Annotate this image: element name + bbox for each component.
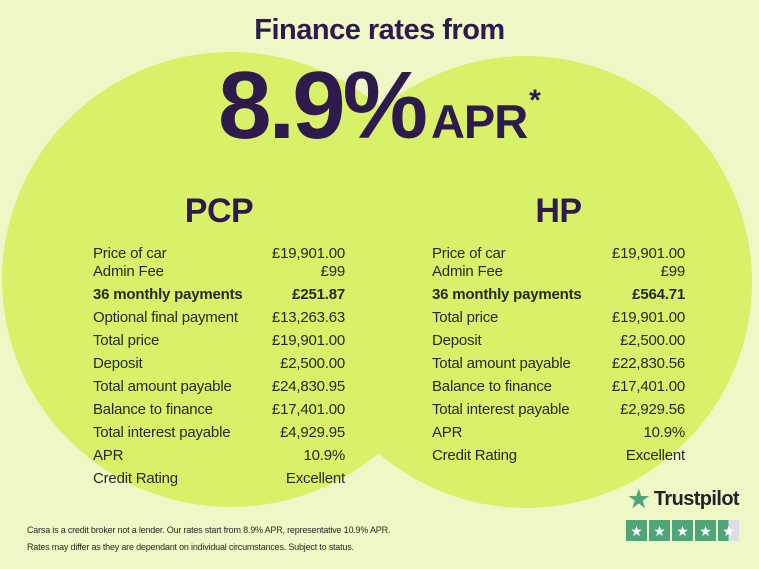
apr-label: APR: [430, 95, 528, 148]
finance-row: [93, 309, 345, 327]
rate-value: 8.9%: [218, 52, 425, 159]
finance-row: [432, 378, 685, 396]
row-label: Credit Rating: [93, 470, 178, 487]
row-value: £13,263.63: [271, 309, 345, 326]
row-label: Deposit: [432, 332, 482, 349]
trustpilot-rating-stars: [626, 520, 739, 541]
row-value: £251.87: [292, 286, 345, 303]
finance-row: [93, 470, 345, 488]
finance-row: [432, 447, 685, 465]
finance-row: [432, 355, 685, 373]
row-value: £2,929.56: [620, 401, 685, 418]
row-label: Admin Fee: [432, 263, 503, 280]
trustpilot-badge: [626, 486, 739, 541]
row-value: £19,901.00: [271, 245, 345, 262]
row-label: Admin Fee: [93, 263, 164, 280]
row-value: £564.71: [632, 286, 685, 303]
row-value: 10.9%: [643, 424, 685, 441]
row-value: £17,401.00: [611, 378, 685, 395]
finance-row: [432, 309, 685, 327]
banner-title: Finance rates from: [254, 14, 505, 46]
finance-row: [93, 245, 345, 263]
disclaimer-line-2: Rates may differ as they are dependant on individual circumstances. Subject to status.: [27, 542, 354, 552]
finance-row: [93, 332, 345, 350]
headline-rate: [0, 52, 759, 159]
finance-row: [93, 424, 345, 442]
row-label: Total amount payable: [432, 355, 571, 372]
row-label: 36 monthly payments: [432, 286, 582, 303]
finance-row: [432, 332, 685, 350]
trustpilot-wordmark: Trustpilot: [653, 488, 739, 510]
row-label: Optional final payment: [93, 309, 238, 326]
pcp-column: [93, 192, 345, 488]
hp-column: [432, 192, 685, 465]
row-label: Credit Rating: [432, 447, 517, 464]
row-label: APR: [93, 447, 124, 464]
row-label: Price of car: [432, 245, 506, 262]
finance-row: [93, 447, 345, 465]
row-value: 10.9%: [303, 447, 345, 464]
row-value: Excellent: [285, 470, 345, 487]
trustpilot-star-box-3: [672, 520, 693, 541]
star-glyph: ★: [653, 522, 666, 539]
star-glyph: ★: [676, 522, 689, 539]
row-label: Total interest payable: [93, 424, 231, 441]
star-glyph: ★: [722, 522, 735, 539]
finance-row: [432, 286, 685, 304]
row-value: £19,901.00: [611, 309, 685, 326]
row-value: £99: [660, 263, 685, 280]
row-label: Total price: [432, 309, 499, 326]
row-value: £22,830.56: [611, 355, 685, 372]
star-glyph: ★: [699, 522, 712, 539]
row-label: Total interest payable: [432, 401, 570, 418]
row-label: Total amount payable: [93, 378, 232, 395]
row-value: Excellent: [625, 447, 685, 464]
trustpilot-star-box-1: [626, 520, 647, 541]
row-label: Balance to finance: [432, 378, 552, 395]
row-label: Balance to finance: [93, 401, 213, 418]
row-label: Total price: [93, 332, 160, 349]
trustpilot-logo: [627, 486, 739, 513]
disclaimer-text: [27, 522, 390, 556]
row-label: Deposit: [93, 355, 143, 372]
finance-row: [432, 263, 685, 281]
finance-row: [432, 245, 685, 263]
row-value: £17,401.00: [271, 401, 345, 418]
disclaimer-line-1: Carsa is a credit broker not a lender. Our rates start from 8.9% APR, representative 10.9% APR.: [27, 525, 391, 535]
finance-row: [93, 355, 345, 373]
finance-row: [93, 401, 345, 419]
row-value: £19,901.00: [611, 245, 685, 262]
row-value: £2,500.00: [620, 332, 685, 349]
row-label: APR: [432, 424, 463, 441]
finance-row: [93, 378, 345, 396]
row-value: £4,929.95: [280, 424, 345, 441]
row-label: 36 monthly payments: [93, 286, 243, 303]
hp-table: [432, 245, 685, 465]
pcp-heading: PCP: [184, 192, 254, 230]
star-glyph: ★: [630, 522, 643, 539]
row-value: £24,830.95: [271, 378, 345, 395]
finance-row: [432, 424, 685, 442]
trustpilot-star-box-5: [718, 520, 739, 541]
trustpilot-star-box-4: [695, 520, 716, 541]
trustpilot-star-box-2: [649, 520, 670, 541]
pcp-table: [93, 245, 345, 488]
finance-row: [432, 401, 685, 419]
finance-row: [93, 286, 345, 304]
row-value: £19,901.00: [271, 332, 345, 349]
row-value: £2,500.00: [280, 355, 345, 372]
trustpilot-star-icon: ★: [626, 484, 651, 514]
row-label: Price of car: [93, 245, 167, 262]
hp-heading: HP: [535, 192, 582, 230]
footnote-asterisk: *: [529, 84, 541, 117]
finance-row: [93, 263, 345, 281]
row-value: £99: [320, 263, 345, 280]
